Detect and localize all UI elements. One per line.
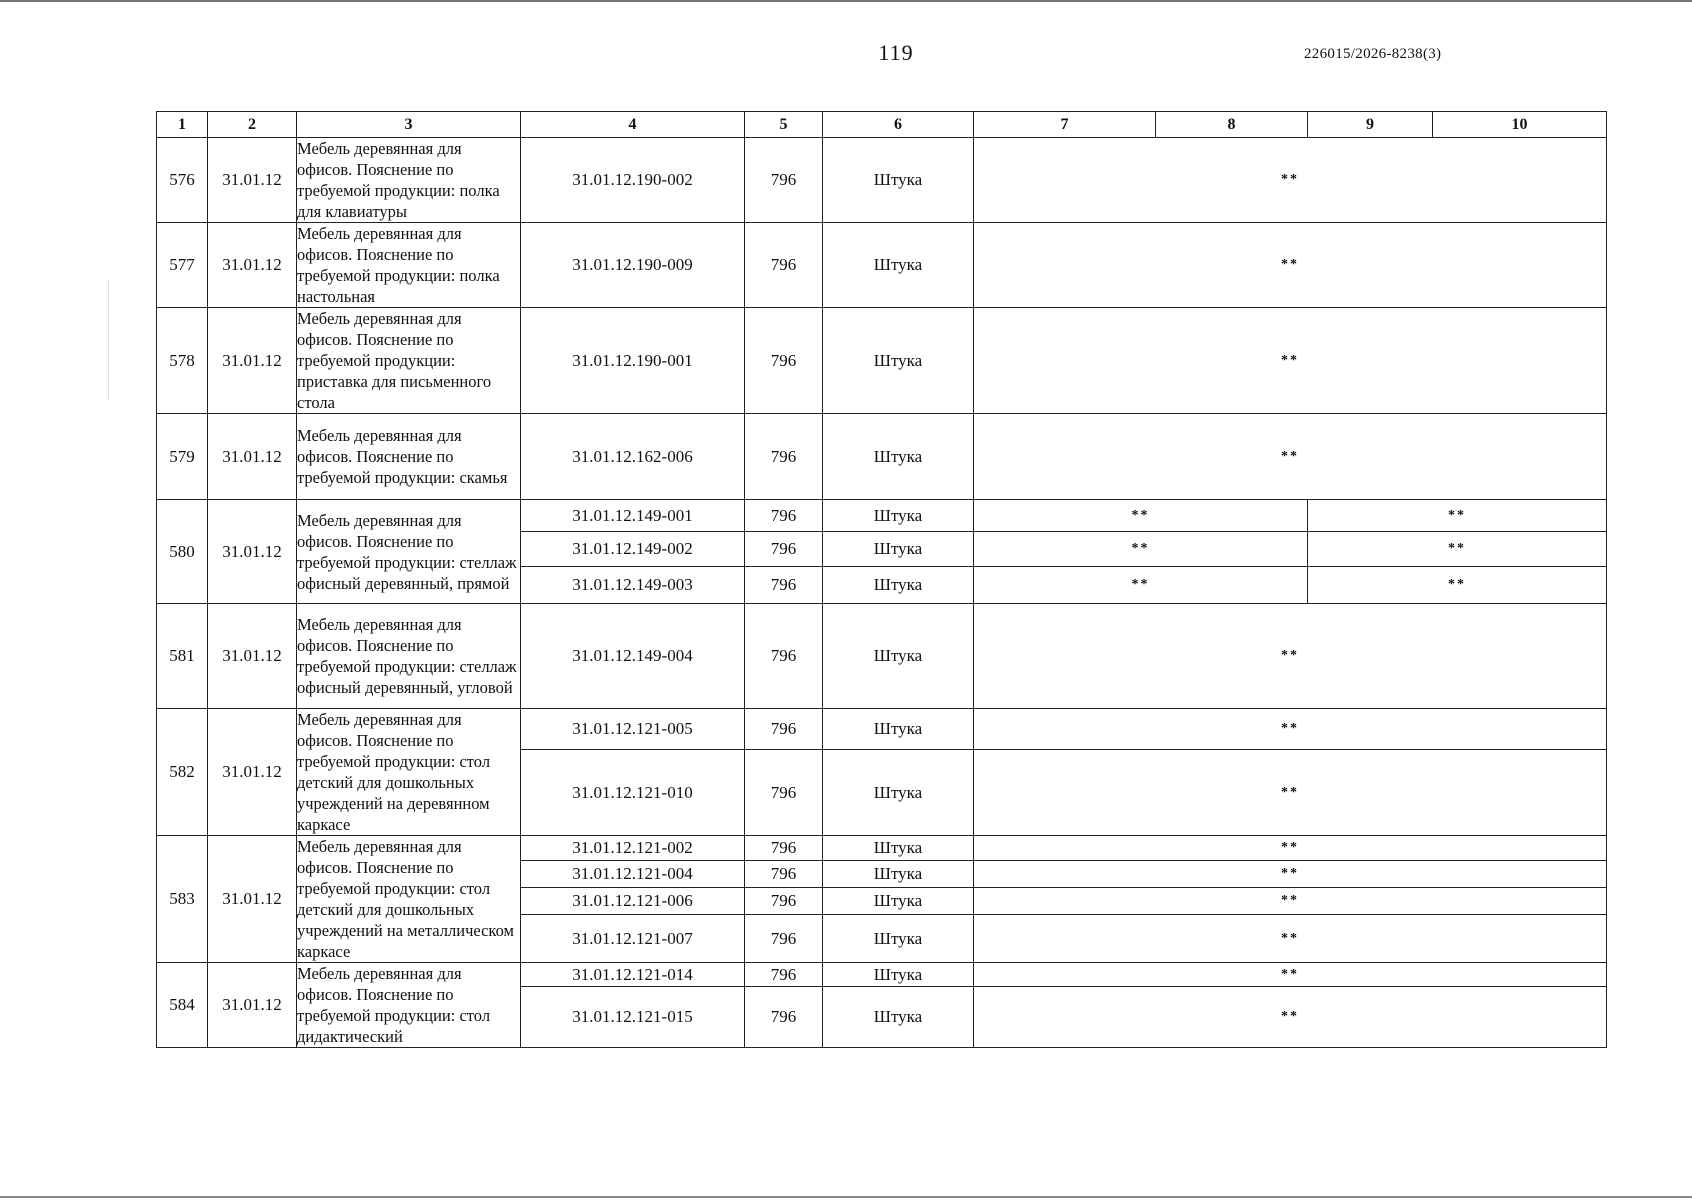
requirement-mark: ** (974, 500, 1308, 532)
table-header-row (157, 112, 1607, 138)
row-number: 583 (157, 836, 208, 963)
product-description: Мебель деревянная для офисов. Пояснение по требуемой продукции: стол детский для дошкольных учреждений на металлическом каркасе (297, 836, 521, 963)
ktru-code: 31.01.12.121-005 (521, 709, 745, 750)
okpd-code: 31.01.12 (208, 963, 297, 1048)
column-header-10: 10 (1433, 112, 1607, 138)
product-description: Мебель деревянная для офисов. Пояснение по требуемой продукции: полка настольная (297, 223, 521, 308)
requirement-mark: ** (1308, 500, 1607, 532)
row-number: 579 (157, 414, 208, 500)
unit-code: 796 (745, 750, 823, 836)
unit-code: 796 (745, 308, 823, 414)
okpd-code: 31.01.12 (208, 138, 297, 223)
column-header-1: 1 (157, 112, 208, 138)
table-row (157, 414, 1607, 500)
row-number: 580 (157, 500, 208, 604)
unit-name: Штука (823, 836, 974, 861)
requirement-mark: ** (974, 223, 1607, 308)
unit-name: Штука (823, 532, 974, 567)
okpd-code: 31.01.12 (208, 709, 297, 836)
page-top-border (0, 0, 1692, 2)
requirement-mark: ** (974, 709, 1607, 750)
requirement-mark: ** (974, 750, 1607, 836)
unit-code: 796 (745, 987, 823, 1048)
row-number: 584 (157, 963, 208, 1048)
requirement-mark: ** (974, 138, 1607, 223)
ktru-code: 31.01.12.121-004 (521, 861, 745, 888)
product-description: Мебель деревянная для офисов. Пояснение по требуемой продукции: стеллаж офисный деревянный, прямой (297, 500, 521, 604)
ktru-code: 31.01.12.121-015 (521, 987, 745, 1048)
row-number: 582 (157, 709, 208, 836)
document-id: 226015/2026-8238(3) (1304, 46, 1442, 62)
unit-code: 796 (745, 836, 823, 861)
requirement-mark: ** (974, 861, 1607, 888)
okpd-code: 31.01.12 (208, 836, 297, 963)
okpd-code: 31.01.12 (208, 414, 297, 500)
requirement-mark: ** (974, 888, 1607, 915)
unit-code: 796 (745, 500, 823, 532)
requirement-mark: ** (974, 532, 1308, 567)
product-description: Мебель деревянная для офисов. Пояснение по требуемой продукции: приставка для письменного стола (297, 308, 521, 414)
column-header-4: 4 (521, 112, 745, 138)
requirement-mark: ** (974, 987, 1607, 1048)
requirement-mark: ** (1308, 567, 1607, 604)
page-bottom-border (0, 1196, 1692, 1198)
okpd-code: 31.01.12 (208, 500, 297, 604)
unit-name: Штука (823, 915, 974, 963)
okpd-code: 31.01.12 (208, 604, 297, 709)
ktru-code: 31.01.12.190-009 (521, 223, 745, 308)
product-description: Мебель деревянная для офисов. Пояснение по требуемой продукции: полка для клавиатуры (297, 138, 521, 223)
unit-code: 796 (745, 138, 823, 223)
unit-name: Штука (823, 414, 974, 500)
column-header-6: 6 (823, 112, 974, 138)
table-row (157, 138, 1607, 223)
table-row (157, 308, 1607, 414)
product-description: Мебель деревянная для офисов. Пояснение по требуемой продукции: скамья (297, 414, 521, 500)
unit-name: Штука (823, 223, 974, 308)
unit-code: 796 (745, 915, 823, 963)
unit-name: Штука (823, 500, 974, 532)
ktru-code: 31.01.12.121-006 (521, 888, 745, 915)
requirement-mark: ** (974, 308, 1607, 414)
ktru-code: 31.01.12.149-003 (521, 567, 745, 604)
row-number: 581 (157, 604, 208, 709)
unit-code: 796 (745, 223, 823, 308)
unit-code: 796 (745, 888, 823, 915)
ktru-code: 31.01.12.149-001 (521, 500, 745, 532)
unit-code: 796 (745, 567, 823, 604)
unit-code: 796 (745, 604, 823, 709)
requirement-mark: ** (974, 414, 1607, 500)
ktru-code: 31.01.12.190-001 (521, 308, 745, 414)
unit-code: 796 (745, 532, 823, 567)
okpd-code: 31.01.12 (208, 223, 297, 308)
unit-name: Штука (823, 138, 974, 223)
requirement-mark: ** (1308, 532, 1607, 567)
requirement-mark: ** (974, 963, 1607, 987)
column-header-9: 9 (1308, 112, 1433, 138)
unit-name: Штука (823, 750, 974, 836)
ktru-code: 31.01.12.149-002 (521, 532, 745, 567)
unit-name: Штука (823, 861, 974, 888)
unit-code: 796 (745, 709, 823, 750)
product-description: Мебель деревянная для офисов. Пояснение по требуемой продукции: стол детский для дошкольных учреждений на деревянном каркасе (297, 709, 521, 836)
unit-name: Штука (823, 888, 974, 915)
unit-name: Штука (823, 308, 974, 414)
unit-code: 796 (745, 963, 823, 987)
requirement-mark: ** (974, 836, 1607, 861)
row-number: 577 (157, 223, 208, 308)
ktru-code: 31.01.12.121-002 (521, 836, 745, 861)
column-header-3: 3 (297, 112, 521, 138)
unit-code: 796 (745, 414, 823, 500)
unit-name: Штука (823, 709, 974, 750)
ktru-code: 31.01.12.190-002 (521, 138, 745, 223)
table-row (157, 604, 1607, 709)
ktru-code: 31.01.12.121-007 (521, 915, 745, 963)
unit-name: Штука (823, 963, 974, 987)
registry-table (156, 111, 1607, 1048)
requirement-mark: ** (974, 604, 1607, 709)
column-header-8: 8 (1156, 112, 1308, 138)
table-row (157, 223, 1607, 308)
unit-name: Штука (823, 604, 974, 709)
row-number: 578 (157, 308, 208, 414)
ktru-code: 31.01.12.149-004 (521, 604, 745, 709)
column-header-2: 2 (208, 112, 297, 138)
product-description: Мебель деревянная для офисов. Пояснение по требуемой продукции: стеллаж офисный деревянный, угловой (297, 604, 521, 709)
table-row (157, 500, 1607, 532)
table-row (157, 963, 1607, 987)
unit-name: Штука (823, 987, 974, 1048)
unit-code: 796 (745, 861, 823, 888)
requirement-mark: ** (974, 567, 1308, 604)
scan-edge-mark (108, 280, 109, 400)
unit-name: Штука (823, 567, 974, 604)
row-number: 576 (157, 138, 208, 223)
ktru-code: 31.01.12.121-010 (521, 750, 745, 836)
product-description: Мебель деревянная для офисов. Пояснение по требуемой продукции: стол дидактический (297, 963, 521, 1048)
page-number: 119 (878, 40, 914, 65)
requirement-mark: ** (974, 915, 1607, 963)
table-row (157, 709, 1607, 750)
ktru-code: 31.01.12.162-006 (521, 414, 745, 500)
ktru-code: 31.01.12.121-014 (521, 963, 745, 987)
column-header-5: 5 (745, 112, 823, 138)
okpd-code: 31.01.12 (208, 308, 297, 414)
column-header-7: 7 (974, 112, 1156, 138)
table-row (157, 836, 1607, 861)
